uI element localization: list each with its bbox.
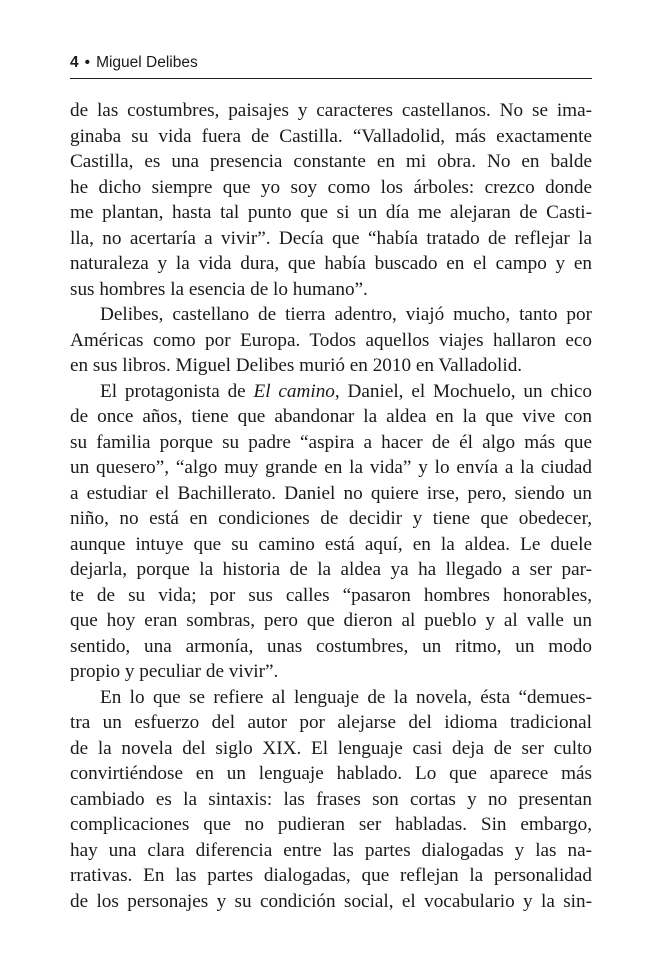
text-line: hay una clara diferencia entre las partes dialogadas y las na- bbox=[70, 839, 592, 861]
text-line: complicaciones que no pudieran ser habladas. Sin embargo, bbox=[70, 814, 592, 835]
page-number: 4 bbox=[70, 54, 79, 71]
text-line: a estudiar el Bachillerato. Daniel no quiere irse, pero, siendo un bbox=[70, 482, 592, 504]
text-segment: El protagonista de bbox=[100, 380, 254, 402]
text-line bbox=[70, 379, 592, 405]
running-header-author: Miguel Delibes bbox=[96, 54, 198, 71]
text-line: de los personajes y su condición social, el vocabulario y la sin- bbox=[70, 890, 592, 912]
paragraph-2 bbox=[70, 302, 592, 379]
paragraph-3 bbox=[70, 379, 592, 685]
text-line: aunque intuye que su camino está aquí, en la aldea. Le duele bbox=[70, 533, 592, 555]
text-line: te de su vida; por sus calles “pasaron hombres honorables, bbox=[70, 584, 592, 606]
text-line: sus hombres la esencia de lo humano”. bbox=[70, 278, 368, 300]
text-line: En lo que se refiere al lenguaje de la novela, ésta “demues- bbox=[100, 686, 592, 708]
text-line: de las costumbres, paisajes y caracteres castellanos. No se ima- bbox=[70, 100, 592, 121]
text-line: lla, no acertaría a vivir”. Decía que “había tratado de reflejar la bbox=[70, 227, 592, 249]
text-line: su familia porque su padre “aspira a hacer de él algo más que bbox=[70, 431, 592, 453]
text-line: niño, no está en condiciones de decidir y tiene que obedecer, bbox=[70, 508, 592, 529]
text-line: Castilla, es una presencia constante en mi obra. No en balde bbox=[70, 151, 592, 172]
header-bullet: • bbox=[84, 54, 91, 71]
text-line: tra un esfuerzo del autor por alejarse del idioma tradicional bbox=[70, 712, 592, 733]
running-header bbox=[70, 52, 592, 79]
text-line: en sus libros. Miguel Delibes murió en 2010 en Valladolid. bbox=[70, 355, 523, 376]
text-line: convirtiéndose en un lenguaje hablado. Lo que aparece más bbox=[70, 763, 592, 784]
page-body bbox=[70, 98, 592, 914]
book-title: El camino bbox=[253, 380, 335, 402]
text-line: Delibes, castellano de tierra adentro, viajó mucho, tanto por bbox=[100, 304, 592, 325]
paragraph-4 bbox=[70, 685, 592, 915]
text-line: sentido, una armonía, unas costumbres, un ritmo, un modo bbox=[70, 635, 592, 657]
text-line: rrativas. En las partes dialogadas, que reflejan la personalidad bbox=[70, 865, 592, 886]
text-line: que hoy eran sombras, pero que dieron al pueblo y al valle un bbox=[70, 610, 592, 631]
text-line: cambiado es la sintaxis: las frases son cortas y no presentan bbox=[70, 788, 592, 810]
text-line: propio y peculiar de vivir”. bbox=[70, 661, 279, 682]
text-line: me plantan, hasta tal punto que si un día me alejaran de Casti- bbox=[70, 202, 592, 223]
text-line: Américas como por Europa. Todos aquellos viajes hallaron eco bbox=[70, 329, 592, 351]
text-line: naturaleza y la vida dura, que había buscado en el campo y en bbox=[70, 253, 592, 274]
text-segment: , Daniel, el Mochuelo, un chico bbox=[334, 380, 593, 402]
text-line: dejarla, porque la historia de la aldea ya ha llegado a ser par- bbox=[70, 559, 592, 580]
text-line: de once años, tiene que abandonar la aldea en la que vive con bbox=[70, 406, 592, 427]
paragraph-1 bbox=[70, 98, 592, 302]
text-line: un quesero”, “algo muy grande en la vida” y lo envía a la ciudad bbox=[70, 457, 592, 478]
text-line: ginaba su vida fuera de Castilla. “Valladolid, más exactamente bbox=[70, 125, 592, 147]
text-line: de la novela del siglo XIX. El lenguaje casi deja de ser culto bbox=[70, 737, 592, 759]
text-line: he dicho siempre que yo soy como los árboles: crezco donde bbox=[70, 176, 592, 198]
